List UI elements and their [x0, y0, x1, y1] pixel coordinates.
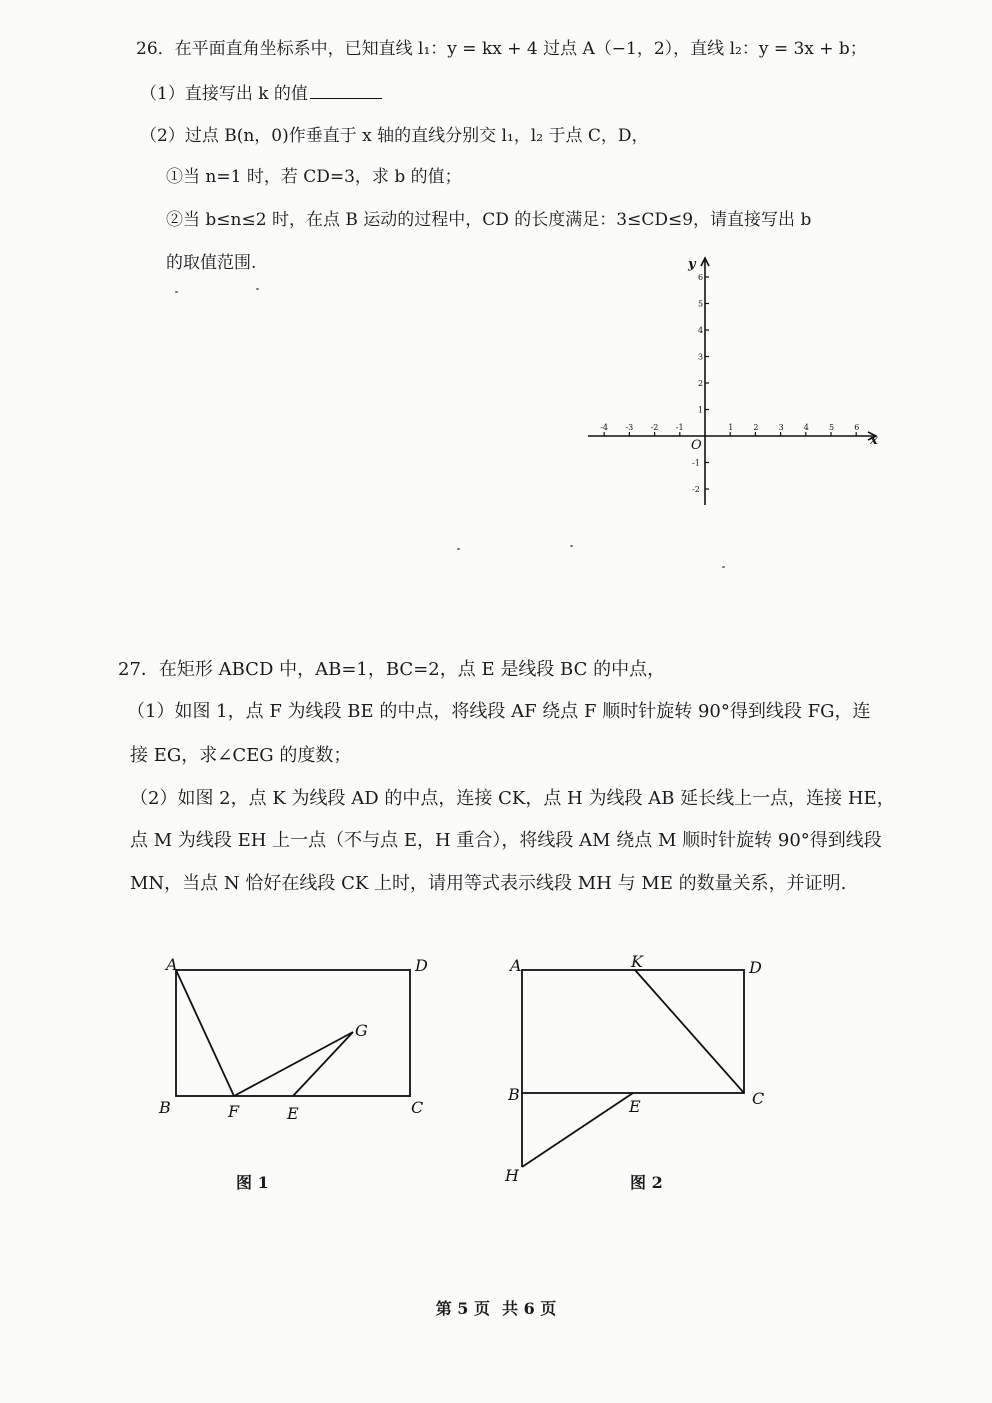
y-tick-label: -2 [692, 485, 700, 494]
x-tick-label: -3 [625, 423, 634, 432]
figure-1 [150, 945, 450, 1130]
y-tick-label: 4 [698, 326, 704, 335]
label-a: A [166, 955, 178, 974]
scan-speck [570, 545, 573, 547]
scan-speck [256, 288, 259, 290]
label-c: C [752, 1089, 765, 1108]
y-tick-label: 6 [698, 273, 704, 282]
label-d: D [749, 958, 762, 977]
q26-part1-text: （1）直接写出 k 的值 [140, 84, 308, 104]
label-b: B [159, 1098, 171, 1117]
label-b: B [508, 1085, 520, 1104]
y-tick-label: -1 [692, 458, 700, 468]
figure-2-caption: 图 2 [630, 1173, 663, 1192]
q26-sub2b: 的取值范围. [166, 253, 257, 273]
segment-he [522, 1093, 633, 1167]
coordinate-plane [580, 250, 890, 510]
x-tick-label: -1 [675, 423, 684, 432]
x-tick-label: 6 [854, 423, 860, 432]
scan-speck [175, 291, 178, 293]
label-k: K [631, 952, 643, 971]
q26-sub1: ①当 n=1 时，若 CD=3，求 b 的值； [166, 167, 462, 187]
x-tick-label: 3 [778, 423, 784, 432]
figure-2 [495, 945, 785, 1190]
origin-label: O [691, 438, 702, 453]
q27-part2b: 点 M 为线段 EH 上一点（不与点 E，H 重合），将线段 AM 绕点 M 顺时针旋转 90°得到线段 [130, 830, 882, 851]
segment-fg [234, 1032, 353, 1096]
y-tick-label: 5 [698, 299, 704, 309]
answer-blank [310, 82, 382, 99]
q27-part1a: （1）如图 1，点 F 为线段 BE 的中点，将线段 AF 绕点 F 顺时针旋转 90°得到线段 FG，连 [127, 701, 871, 722]
x-axis-label: x [870, 433, 878, 448]
label-a: A [510, 956, 522, 975]
x-tick-label: 5 [829, 423, 835, 432]
scan-speck [722, 566, 725, 568]
page-total: 共 6 页 [502, 1299, 557, 1318]
q27-part1b: 接 EG，求∠CEG 的度数； [130, 745, 352, 766]
segment-kc [635, 970, 744, 1093]
q27-part2c: MN，当点 N 恰好在线段 CK 上时，请用等式表示线段 MH 与 ME 的数量关系，并证明. [130, 873, 847, 894]
label-c: C [411, 1098, 424, 1117]
segment-eg [293, 1032, 353, 1096]
page-footer [0, 1296, 992, 1319]
rectangle-abcd [522, 970, 744, 1093]
q26-part1 [140, 79, 382, 104]
label-e: E [287, 1104, 299, 1123]
label-d: D [415, 956, 428, 975]
q26-sub2a: ②当 b≤n≤2 时，在点 B 运动的过程中，CD 的长度满足：3≤CD≤9，请直接写出 b [166, 210, 812, 230]
q26-stem: 26．在平面直角坐标系中，已知直线 l₁：y = kx + 4 过点 A（−1，2），直线 l₂：y = 3x + b； [136, 39, 867, 59]
y-axis-label: y [688, 257, 696, 272]
label-g: G [355, 1021, 368, 1040]
segment-af [176, 970, 234, 1096]
label-e: E [629, 1097, 641, 1116]
x-tick-label: -4 [600, 423, 608, 432]
q26-part2: （2）过点 B(n，0)作垂直于 x 轴的直线分别交 l₁，l₂ 于点 C，D， [140, 126, 649, 146]
q27-part2a: （2）如图 2，点 K 为线段 AD 的中点，连接 CK，点 H 为线段 AB 延长线上一点，连接 HE， [130, 788, 895, 809]
label-f: F [228, 1102, 240, 1121]
page-number: 第 5 页 [435, 1299, 490, 1318]
y-tick-label: 2 [698, 379, 704, 388]
rectangle-abcd [176, 970, 410, 1096]
q27-stem: 27．在矩形 ABCD 中，AB=1，BC=2，点 E 是线段 BC 的中点， [118, 659, 666, 680]
scan-speck [457, 548, 460, 550]
x-tick-label: 4 [803, 423, 809, 432]
y-tick-label: 3 [698, 352, 704, 362]
x-tick-label: -2 [650, 423, 659, 432]
figure-1-caption: 图 1 [236, 1173, 269, 1192]
x-tick-label: 2 [753, 423, 759, 432]
x-tick-label: 1 [728, 423, 734, 432]
y-tick-label: 1 [698, 405, 704, 415]
label-h: H [505, 1166, 519, 1185]
